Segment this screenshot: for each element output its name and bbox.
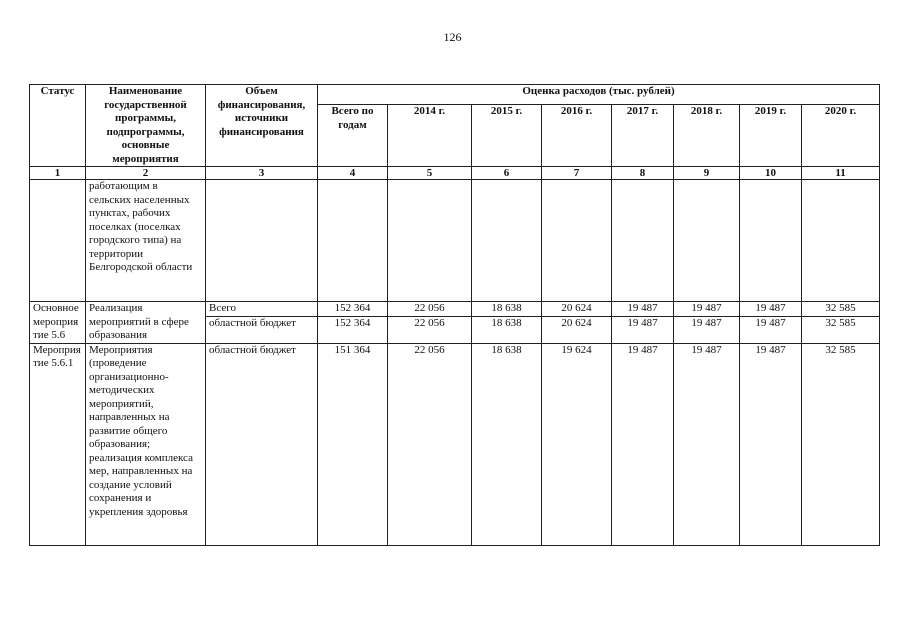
header-year-2014: 2014 г. <box>388 105 472 167</box>
row-value-2014: 22 056 <box>388 316 472 343</box>
row-value-2020 <box>802 180 880 302</box>
row-value-2020: 32 585 <box>802 343 880 545</box>
header-year-2020: 2020 г. <box>802 105 880 167</box>
table-row <box>30 302 880 317</box>
row-value-2019 <box>740 180 802 302</box>
row-value-2016 <box>542 180 612 302</box>
column-number: 3 <box>206 167 318 180</box>
row-status <box>30 180 86 302</box>
row-value-2014: 22 056 <box>388 302 472 317</box>
header-year-2017: 2017 г. <box>612 105 674 167</box>
header-total: Всего по годам <box>318 105 388 167</box>
row-funding <box>206 180 318 302</box>
row-value-2016: 20 624 <box>542 302 612 317</box>
header-year-2016: 2016 г. <box>542 105 612 167</box>
column-number: 2 <box>86 167 206 180</box>
header-status: Статус <box>30 85 86 167</box>
header-year-2018: 2018 г. <box>674 105 740 167</box>
row-funding: областной бюджет <box>206 343 318 545</box>
row-value-2019: 19 487 <box>740 343 802 545</box>
row-value-total: 151 364 <box>318 343 388 545</box>
row-funding: Всего <box>206 302 318 317</box>
header-year-2019: 2019 г. <box>740 105 802 167</box>
header-year-2015: 2015 г. <box>472 105 542 167</box>
row-value-2018 <box>674 180 740 302</box>
row-value-2018: 19 487 <box>674 316 740 343</box>
header-expenses: Оценка расходов (тыс. рублей) <box>318 85 880 105</box>
header-name: Наименование государственной программы, подпрограммы, основные мероприятия <box>86 85 206 167</box>
column-number-row <box>30 167 880 180</box>
row-value-2014: 22 056 <box>388 343 472 545</box>
column-number: 4 <box>318 167 388 180</box>
row-value-2014 <box>388 180 472 302</box>
row-status: Основное мероприя тие 5.6 <box>30 302 86 344</box>
row-value-2018: 19 487 <box>674 343 740 545</box>
row-value-total <box>318 180 388 302</box>
row-value-2015: 18 638 <box>472 302 542 317</box>
column-number: 7 <box>542 167 612 180</box>
row-value-2016: 19 624 <box>542 343 612 545</box>
column-number: 9 <box>674 167 740 180</box>
row-value-2020: 32 585 <box>802 302 880 317</box>
column-number: 5 <box>388 167 472 180</box>
row-value-2017: 19 487 <box>612 343 674 545</box>
expense-table <box>29 84 880 546</box>
table-row <box>30 343 880 545</box>
row-value-2015 <box>472 180 542 302</box>
row-value-2017: 19 487 <box>612 316 674 343</box>
row-name: работающим в сельских населенных пунктах, рабочих поселках (поселках городского типа) на территории Белгородской области <box>86 180 206 302</box>
row-value-2015: 18 638 <box>472 343 542 545</box>
row-value-2017: 19 487 <box>612 302 674 317</box>
column-number: 10 <box>740 167 802 180</box>
row-status: Мероприя тие 5.6.1 <box>30 343 86 545</box>
row-value-2016: 20 624 <box>542 316 612 343</box>
row-value-total: 152 364 <box>318 316 388 343</box>
row-value-2020: 32 585 <box>802 316 880 343</box>
column-number: 1 <box>30 167 86 180</box>
row-value-2017 <box>612 180 674 302</box>
row-name: Реализация мероприятий в сфере образования <box>86 302 206 344</box>
row-name: Мероприятия (проведение организационно-методических мероприятий, направленных на развитие общего образования; реализация комплекса мер, направленных на создание условий сохранения и укрепления здоровья <box>86 343 206 545</box>
row-value-2019: 19 487 <box>740 302 802 317</box>
table-row <box>30 180 880 302</box>
row-value-total: 152 364 <box>318 302 388 317</box>
page-number: 126 <box>443 30 462 44</box>
row-value-2019: 19 487 <box>740 316 802 343</box>
header-funding: Объем финансирования, источники финансирования <box>206 85 318 167</box>
column-number: 8 <box>612 167 674 180</box>
column-number: 6 <box>472 167 542 180</box>
column-number: 11 <box>802 167 880 180</box>
row-funding: областной бюджет <box>206 316 318 343</box>
row-value-2018: 19 487 <box>674 302 740 317</box>
row-value-2015: 18 638 <box>472 316 542 343</box>
